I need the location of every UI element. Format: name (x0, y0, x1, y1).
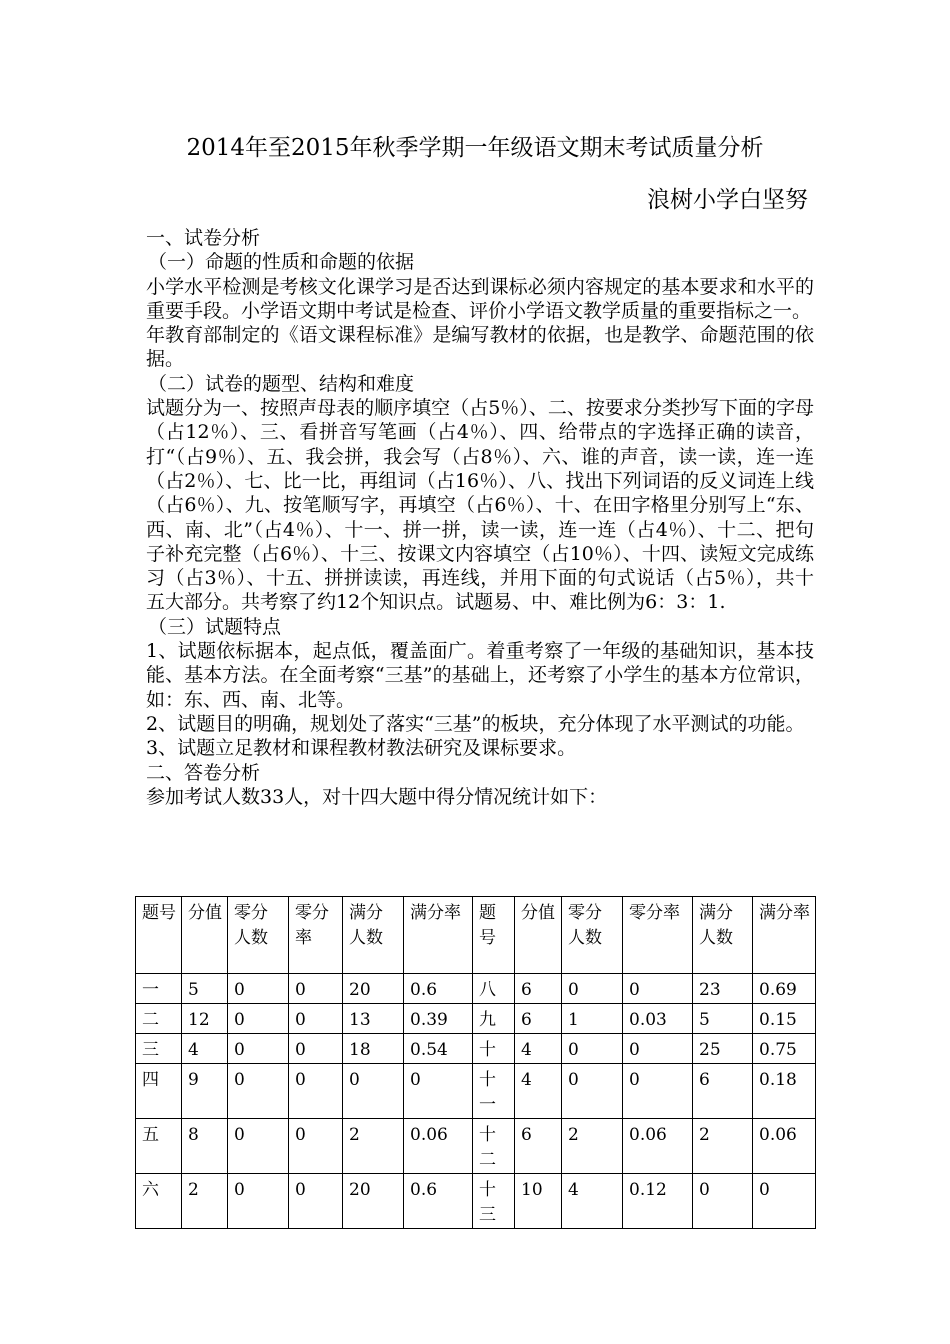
table-cell: 九 (473, 1004, 515, 1034)
table-cell: 0 (623, 1064, 693, 1119)
table-cell: 0.03 (623, 1004, 693, 1034)
section-heading-2: 二、答卷分析 (146, 761, 261, 784)
table-cell: 4 (562, 1174, 623, 1229)
table-cell: 0.18 (753, 1064, 816, 1119)
table-cell: 0 (289, 1119, 343, 1174)
table-cell: 0 (228, 1004, 289, 1034)
table-cell: 0 (343, 1064, 404, 1119)
table-cell: 23 (693, 974, 753, 1004)
header-cell: 分值 (182, 897, 228, 974)
header-cell: 满分人数 (693, 897, 753, 974)
table-cell: 0.54 (404, 1034, 473, 1064)
table-cell: 20 (343, 974, 404, 1004)
table-cell: 0.75 (753, 1034, 816, 1064)
table-cell: 5 (182, 974, 228, 1004)
table-row (136, 1119, 816, 1174)
table-cell: 0.06 (753, 1119, 816, 1174)
table-cell: 一 (136, 974, 182, 1004)
table-cell: 0 (228, 974, 289, 1004)
document-title: 2014年至2015年秋季学期一年级语文期末考试质量分析 (186, 135, 764, 161)
paragraph: 试题分为一、按照声母表的顺序填空（占5％）、二、按要求分类抄写下面的字母（占12％）、三、看拼音写笔画（占4％）、四、给带点的字选择正确的读音，打“（占9％）、五、我会拼，我会写（占8％）、六、谁的声音，读一读，连一连（占2％）、七、比一比，再组词（占16％）、八、找出下列词语的反义词连上线（占6％）、九、按笔顺写字，再填空（占6％）、十、在田字格里分别写上“东、西、南、北”（占4％）、十一、拼一拼，读一读，连一连（占4％）、十二、把句子补充完整（占6％）、十三、按课文内容填空（占10％）、十四、读短文完成练习（占3％）、十五、拼拼读读，再连线，并用下面的句式说话（占5％），共十五大部分。共考察了约12个知识点。试题易、中、难比例为6：3：1. (146, 397, 814, 614)
table-cell: 0.15 (753, 1004, 816, 1034)
header-cell: 零分率 (289, 897, 343, 974)
table-cell: 8 (182, 1119, 228, 1174)
table-cell: 0.12 (623, 1174, 693, 1229)
table-cell: 0 (289, 974, 343, 1004)
table-cell: 2 (343, 1119, 404, 1174)
table-cell: 四 (136, 1064, 182, 1119)
paragraph: 参加考试人数33人，对十四大题中得分情况统计如下： (146, 785, 608, 808)
score-statistics-table (135, 896, 816, 1229)
table-cell: 25 (693, 1034, 753, 1064)
table-row (136, 1174, 816, 1229)
table-cell: 9 (182, 1064, 228, 1119)
table-cell: 十一 (473, 1064, 515, 1119)
table-header-row (136, 897, 816, 974)
table-cell: 1 (562, 1004, 623, 1034)
subsection-heading-1: （一）命题的性质和命题的依据 (148, 251, 415, 274)
table-cell: 12 (182, 1004, 228, 1034)
table-cell: 二 (136, 1004, 182, 1034)
table-cell: 4 (515, 1064, 562, 1119)
table-cell: 0 (228, 1174, 289, 1229)
section-heading-1: 一、试卷分析 (146, 227, 261, 249)
table-row (136, 1004, 816, 1034)
table-cell: 0 (289, 1064, 343, 1119)
table-cell: 6 (693, 1064, 753, 1119)
paragraph: 2、试题目的明确，规划处了落实“三基”的板块，充分体现了水平测试的功能。 (146, 712, 805, 735)
table-cell: 0 (562, 1064, 623, 1119)
subsection-heading-3: （三）试题特点 (148, 615, 282, 638)
table-cell: 6 (515, 1004, 562, 1034)
table-cell: 八 (473, 974, 515, 1004)
table-cell: 0.39 (404, 1004, 473, 1034)
table-cell: 0 (623, 974, 693, 1004)
header-cell: 分值 (515, 897, 562, 974)
table-cell: 0 (289, 1004, 343, 1034)
table-cell: 0 (289, 1034, 343, 1064)
table-cell: 0 (228, 1064, 289, 1119)
table-cell: 6 (515, 974, 562, 1004)
header-cell: 零分人数 (562, 897, 623, 974)
table-row (136, 974, 816, 1004)
subsection-heading-2: （二）试卷的题型、结构和难度 (148, 372, 415, 395)
table-cell: 六 (136, 1174, 182, 1229)
table-cell: 20 (343, 1174, 404, 1229)
header-cell: 题号 (473, 897, 515, 974)
table-cell: 2 (182, 1174, 228, 1229)
header-cell: 满分率 (404, 897, 473, 974)
table-cell: 0 (228, 1119, 289, 1174)
table-cell: 0.6 (404, 1174, 473, 1229)
table-cell: 4 (515, 1034, 562, 1064)
header-cell: 零分率 (623, 897, 693, 974)
table-cell: 13 (343, 1004, 404, 1034)
header-cell: 题号 (136, 897, 182, 974)
table-cell: 18 (343, 1034, 404, 1064)
header-cell: 满分人数 (343, 897, 404, 974)
document-body (146, 226, 814, 809)
table-cell: 0 (289, 1174, 343, 1229)
paragraph: 年教育部制定的《语文课程标准》是编写教材的依据，也是教学、命题范围的依据。 (146, 324, 814, 371)
table-cell: 0 (562, 1034, 623, 1064)
table-cell: 0 (623, 1034, 693, 1064)
document-author: 浪树小学白坚努 (647, 187, 808, 213)
table-cell: 0 (693, 1174, 753, 1229)
table-cell: 十二 (473, 1119, 515, 1174)
paragraph: 小学水平检测是考核文化课学习是否达到课标必须内容规定的基本要求和水平的重要手段。小学语文期中考试是检查、评价小学语文教学质量的重要指标之一。 (146, 275, 814, 322)
table-cell: 6 (515, 1119, 562, 1174)
table-row (136, 1064, 816, 1119)
table-cell: 0.06 (404, 1119, 473, 1174)
table-cell: 5 (693, 1004, 753, 1034)
table-cell: 0 (753, 1174, 816, 1229)
table-cell: 十 (473, 1034, 515, 1064)
table-cell: 五 (136, 1119, 182, 1174)
table-cell: 0.06 (623, 1119, 693, 1174)
table-cell: 十三 (473, 1174, 515, 1229)
table-cell: 0.6 (404, 974, 473, 1004)
header-cell: 满分率 (753, 897, 816, 974)
table-cell: 三 (136, 1034, 182, 1064)
paragraph: 3、试题立足教材和课程教材教法研究及课标要求。 (146, 737, 577, 760)
table-cell: 10 (515, 1174, 562, 1229)
table-cell: 2 (562, 1119, 623, 1174)
table-cell: 0 (562, 974, 623, 1004)
paragraph: 1、试题依标据本，起点低，覆盖面广。着重考察了一年级的基础知识，基本技能、基本方法。在全面考察“三基”的基础上，还考察了小学生的基本方位常识，如：东、西、南、北等。 (146, 640, 814, 711)
table-cell: 4 (182, 1034, 228, 1064)
table-cell: 0.69 (753, 974, 816, 1004)
table-cell: 2 (693, 1119, 753, 1174)
header-cell: 零分人数 (228, 897, 289, 974)
table-row (136, 1034, 816, 1064)
table-cell: 0 (228, 1034, 289, 1064)
table-cell: 0 (404, 1064, 473, 1119)
